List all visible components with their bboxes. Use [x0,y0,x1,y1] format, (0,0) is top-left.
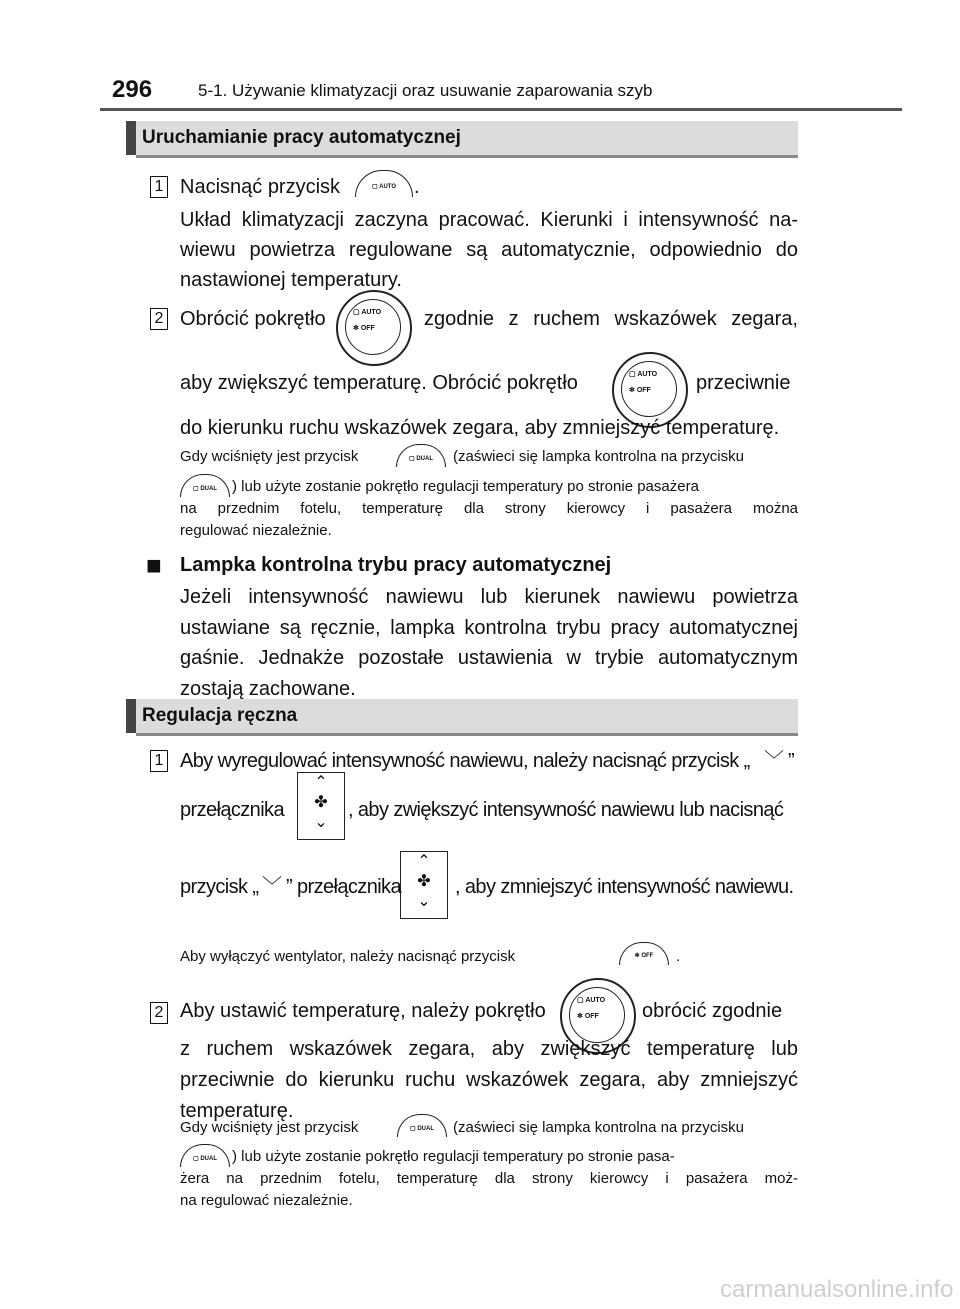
chapter-title: 5-1. Używanie klimatyzacji oraz usuwanie zaparowania szyb [198,81,653,100]
temperature-knob-icon: ▢ AUTO ✻ OFF [560,978,636,1054]
step-number: 2 [150,1002,168,1024]
note: Gdy wciśnięty jest przycisk [180,448,359,465]
text: przełącznika [180,799,284,821]
section-heading-manual [126,699,798,733]
dual-button-icon: ▢ DUAL [180,1144,230,1167]
fan-off-button-icon: ✻ OFF [619,942,669,965]
dual-button-icon: ▢ DUAL [180,474,230,497]
section-title: Regulacja ręczna [142,705,298,726]
dual-button-icon: ▢ DUAL [397,1114,447,1137]
text: Obrócić pokrętło [180,308,326,330]
note: Gdy wciśnięty jest przycisk [180,1119,359,1136]
text: przycisk „ [180,876,259,898]
note: (zaświeci się lampka kontrolna na przycisku [453,448,744,465]
fan-switch-icon: ⌃ ✤ ⌄ [400,851,448,919]
note: ) lub użyte zostanie pokrętło regulacji temperatury po stronie pasażera [232,478,699,495]
fan-switch-icon: ⌃ ✤ ⌄ [297,772,345,840]
text: przeciwnie do kierunku ruchu wskazówek zegara, aby zmniejszyć [180,1069,798,1091]
text: przeciwnie [696,372,791,394]
chevron-down-icon: ﹀ [764,750,784,772]
step-number: 2 [150,308,168,330]
chevron-down-icon: ﹀ [262,876,282,898]
auto-button-icon: ▢ AUTO [355,170,413,197]
text: Aby wyregulować intensywność nawiewu, należy nacisnąć przycisk „ [180,750,750,772]
note: Aby wyłączyć wentylator, należy nacisnąć przycisk [180,948,516,965]
paragraph: Jeżeli intensywność nawiewu lub kierunek nawiewu powietrza ustawiane są ręcznie, lampka kontrolna trybu pracy automatycznej gaśnie. Jednakże pozostałe ustawienia w trybie automatycznym zostają zachowane. [180,586,798,700]
note: na przednim fotelu, temperaturę dla strony kierowcy i pasażera można [180,500,798,517]
step-number: 1 [150,176,168,198]
section-heading-auto [126,121,798,155]
note: na regulować niezależnie. [180,1192,353,1209]
text: temperaturę. [180,1100,294,1122]
text: do kierunku ruchu wskazówek zegara, aby zmniejszyć temperaturę. [180,417,780,439]
text: , aby zmniejszyć intensywność nawiewu. [455,876,794,898]
page-number: 296 [112,76,153,103]
section-title: Uruchamianie pracy automatycznej [142,127,461,148]
text: ” [788,750,795,772]
temperature-knob-icon: ▢ AUTO ✻ OFF [336,290,412,366]
text: Nacisnąć przycisk [180,176,341,198]
text: z ruchem wskazówek zegara, aby zwiększyć temperaturę lub [180,1038,798,1060]
text: , aby zwiększyć intensywność nawiewu lub nacisnąć [348,799,784,821]
text: ” przełącznika [286,876,401,898]
note: (zaświeci się lampka kontrolna na przycisku [453,1119,744,1136]
square-bullet-icon: ■ [146,550,162,580]
text: obrócić zgodnie [642,1000,783,1022]
paragraph: Układ klimatyzacji zaczyna pracować. Kierunki i intensywność na-wiewu powietrza regulowane są automatycznie, odpowiednio do nastawionej temperatury. [180,209,798,291]
text: Aby ustawić temperaturę, należy pokrętło [180,1000,546,1022]
text: . [414,176,420,198]
watermark: carmanualsonline.info [720,1276,954,1303]
text: aby zwiększyć temperaturę. Obrócić pokrętło [180,372,578,394]
header-rule [100,108,902,111]
note: ) lub użyte zostanie pokrętło regulacji temperatury po stronie pasa- [232,1148,675,1165]
subheading: Lampka kontrolna trybu pracy automatycznej [180,554,612,576]
step-number: 1 [150,750,168,772]
note: żera na przednim fotelu, temperaturę dla strony kierowcy i pasażera moż- [180,1170,798,1187]
note: . [676,948,681,965]
note: regulować niezależnie. [180,522,332,539]
text: zgodnie z ruchem wskazówek zegara, [424,308,798,330]
temperature-knob-icon: ▢ AUTO ✻ OFF [612,352,688,428]
dual-button-icon: ▢ DUAL [396,444,446,467]
